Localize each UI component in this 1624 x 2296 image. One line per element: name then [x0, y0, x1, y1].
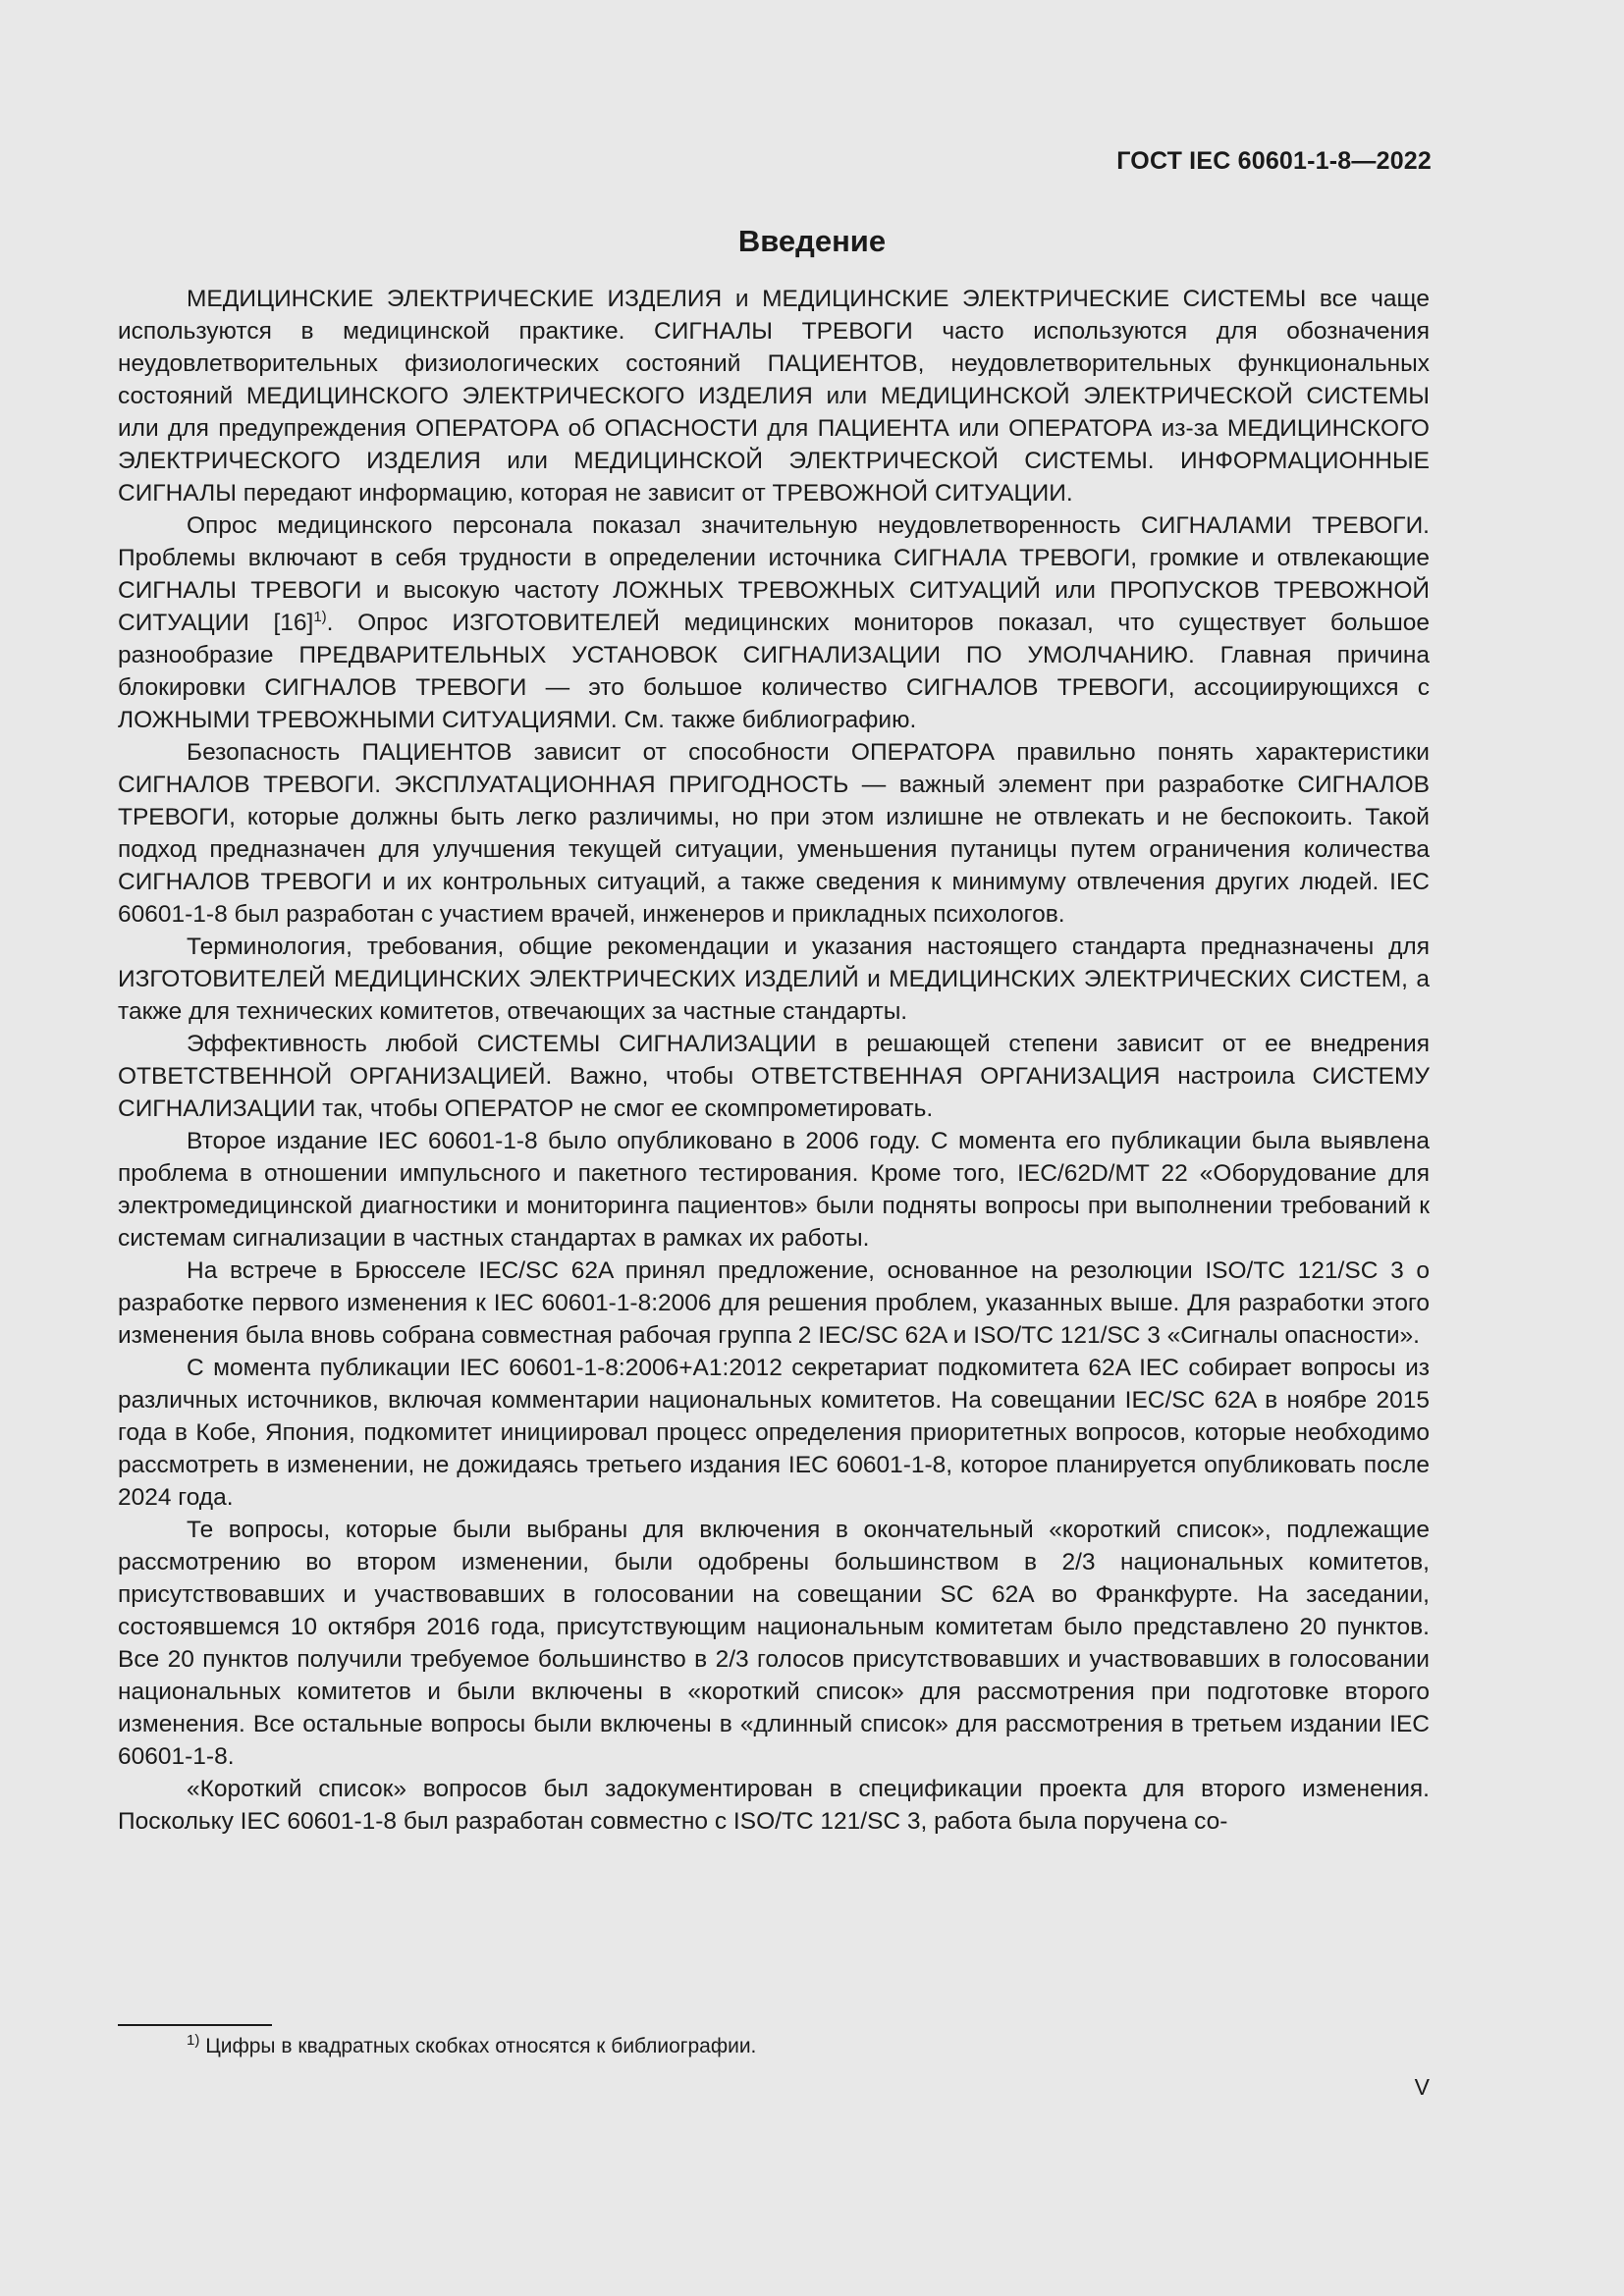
footnote-reference: 1) [313, 608, 327, 625]
body-text [118, 283, 1430, 1838]
document-code: ГОСТ IEC 60601-1-8—2022 [1116, 147, 1432, 175]
page-title: Введение [737, 224, 887, 258]
footnote-text: Цифры в квадратных скобках относятся к библиографии. [205, 2035, 757, 2057]
paragraph-text: . Опрос ИЗГОТОВИТЕЛЕЙ медицинских мониторов показал, что существует большое разнообразие ПРЕДВАРИТЕЛЬНЫХ УСТАНОВОК СИГНАЛИЗАЦИИ ПО УМОЛЧАНИЮ. Главная причина блокировки СИГНАЛОВ ТРЕВОГИ — это большое количество СИГНАЛОВ ТРЕВОГИ, ассоциирующихся с ЛОЖНЫМИ ТРЕВОЖНЫМИ СИТУАЦИЯМИ. См. также библиографию. [118, 610, 1430, 733]
paragraph: На встрече в Брюсселе IEC/SC 62A принял предложение, основанное на резолюции ISO/TC 121/SC 3 о разработке первого изменения к IEC 60601-1-8:2006 для решения проблем, указанных выше. Для разработки этого изменения была вновь собрана совместная рабочая группа 2 IEC/SC 62A и ISO/TC 121/SC 3 «Сигналы опасности». [118, 1257, 1430, 1349]
paragraph: МЕДИЦИНСКИЕ ЭЛЕКТРИЧЕСКИЕ ИЗДЕЛИЯ и МЕДИЦИНСКИЕ ЭЛЕКТРИЧЕСКИЕ СИСТЕМЫ все чаще используются в медицинской практике. СИГНАЛЫ ТРЕВОГИ часто используются для обозначения неудовлетворительных физиологических состояний ПАЦИЕНТОВ, неудовлетворительных функциональных состояний МЕДИЦИНСКОГО ЭЛЕКТРИЧЕСКОГО ИЗДЕЛИЯ или МЕДИЦИНСКОЙ ЭЛЕКТРИЧЕСКОЙ СИСТЕМЫ или для предупреждения ОПЕРАТОРА об ОПАСНОСТИ для ПАЦИЕНТА или ОПЕРАТОРА из-за МЕДИЦИНСКОГО ЭЛЕКТРИЧЕСКОГО ИЗДЕЛИЯ или МЕДИЦИНСКОЙ ЭЛЕКТРИЧЕСКОЙ СИСТЕМЫ. ИНФОРМАЦИОННЫЕ СИГНАЛЫ передают информацию, которая не зависит от ТРЕВОЖНОЙ СИТУАЦИИ. [118, 286, 1430, 507]
paragraph: С момента публикации IEC 60601-1-8:2006+A1:2012 секретариат подкомитета 62A IEC собирает вопросы из различных источников, включая комментарии национальных комитетов. На совещании IEC/SC 62A в ноябре 2015 года в Кобе, Япония, подкомитет инициировал процесс определения приоритетных вопросов, которые необходимо рассмотреть в изменении, не дожидаясь третьего издания IEC 60601-1-8, которое планируется опубликовать после 2024 года. [118, 1355, 1430, 1511]
paragraph-text: Опрос медицинского персонала показал значительную неудовлетворенность СИГНАЛАМИ ТРЕВОГИ. Проблемы включают в себя трудности в определении источника СИГНАЛА ТРЕВОГИ, громкие и отвлекающие СИГНАЛЫ ТРЕВОГИ и высокую частоту ЛОЖНЫХ ТРЕВОЖНЫХ СИТУАЦИЙ или ПРОПУСКОВ ТРЕВОЖНОЙ СИТУАЦИИ [16] [118, 512, 1430, 636]
paragraph: «Короткий список» вопросов был задокументирован в спецификации проекта для второго изменения. Поскольку IEC 60601-1-8 был разработан совместно с ISO/TC 121/SC 3, работа была поручена со- [118, 1776, 1430, 1835]
footnote-divider [118, 2024, 272, 2026]
paragraph: Те вопросы, которые были выбраны для включения в окончательный «короткий список», подлежащие рассмотрению во втором изменении, были одобрены большинством в 2/3 национальных комитетов, присутствовавших и участвовавших в голосовании на совещании SC 62A во Франкфурте. На заседании, состоявшемся 10 октября 2016 года, присутствующим национальным комитетам было представлено 20 пунктов. Все 20 пунктов получили требуемое большинство в 2/3 голосов присутствовавших и участвовавших в голосовании национальных комитетов и были включены в «короткий список» для рассмотрения при подготовке второго изменения. Все остальные вопросы были включены в «длинный список» для рассмотрения в третьем издании IEC 60601-1-8. [118, 1517, 1430, 1770]
paragraph: Терминология, требования, общие рекомендации и указания настоящего стандарта предназначены для ИЗГОТОВИТЕЛЕЙ МЕДИЦИНСКИХ ЭЛЕКТРИЧЕСКИХ ИЗДЕЛИЙ и МЕДИЦИНСКИХ ЭЛЕКТРИЧЕСКИХ СИСТЕМ, а также для технических комитетов, отвечающих за частные стандарты. [118, 934, 1430, 1025]
footnote [187, 2032, 756, 2061]
footnote-marker: 1) [187, 2032, 200, 2049]
page-number: V [1414, 2074, 1430, 2100]
paragraph: Безопасность ПАЦИЕНТОВ зависит от способности ОПЕРАТОРА правильно понять характеристики СИГНАЛОВ ТРЕВОГИ. ЭКСПЛУАТАЦИОННАЯ ПРИГОДНОСТЬ — важный элемент при разработке СИГНАЛОВ ТРЕВОГИ, которые должны быть легко различимы, но при этом излишне не отвлекать и не беспокоить. Такой подход предназначен для улучшения текущей ситуации, уменьшения путаницы путем ограничения количества СИГНАЛОВ ТРЕВОГИ и их контрольных ситуаций, а также сведения к минимуму отвлечения других людей. IEC 60601-1-8 был разработан с участием врачей, инженеров и прикладных психологов. [118, 739, 1430, 928]
paragraph: Второе издание IEC 60601-1-8 было опубликовано в 2006 году. С момента его публикации была выявлена проблема в отношении импульсного и пакетного тестирования. Кроме того, IEC/62D/MT 22 «Оборудование для электромедицинской диагностики и мониторинга пациентов» были подняты вопросы при выполнении требований к системам сигнализации в частных стандартах в рамках их работы. [118, 1128, 1430, 1252]
paragraph [118, 509, 1430, 736]
paragraph: Эффективность любой СИСТЕМЫ СИГНАЛИЗАЦИИ в решающей степени зависит от ее внедрения ОТВЕТСТВЕННОЙ ОРГАНИЗАЦИЕЙ. Важно, чтобы ОТВЕТСТВЕННАЯ ОРГАНИЗАЦИЯ настроила СИСТЕМУ СИГНАЛИЗАЦИИ так, чтобы ОПЕРАТОР не смог ее скомпрометировать. [118, 1031, 1430, 1122]
